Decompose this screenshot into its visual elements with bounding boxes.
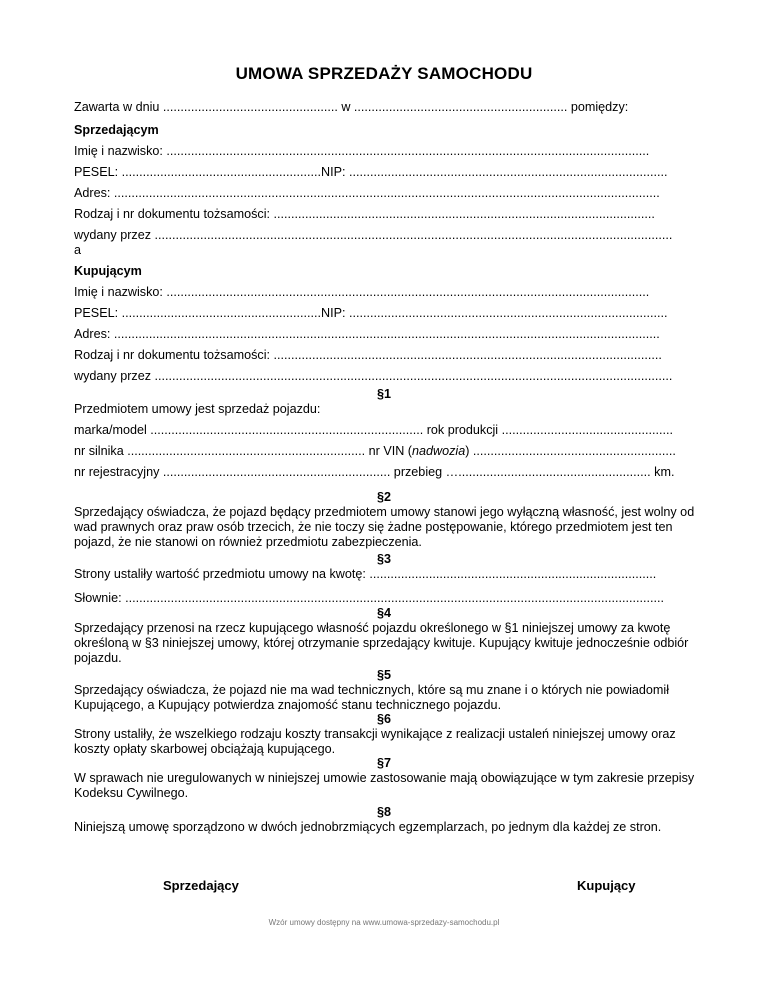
buyer-pesel-nip-field: PESEL: .........................................................NIP: ........................................................................................... <box>74 306 668 320</box>
intro-line: Zawarta w dniu .................................................. w ............................................................. pomiędzy: <box>74 100 629 114</box>
section-7-text: W sprawach nie uregulowanych w niniejszej umowie zastosowanie mają obowiązujące w tym zakresie przepisy Kodeksu Cywilnego. <box>74 771 695 800</box>
section-1-heading: §1 <box>376 387 391 401</box>
price-in-words-field: Słownie: .......................................................................................................................................................... <box>74 591 664 605</box>
seller-id-doc-field: Rodzaj i nr dokumentu tożsamości: ............................................................................................................. <box>74 207 655 221</box>
section-6-heading: §6 <box>376 712 391 726</box>
footer-note: Wzór umowy dostępny na www.umowa-sprzedazy-samochodu.pl <box>268 918 500 927</box>
section-2-heading: §2 <box>376 490 391 504</box>
section-2-text: Sprzedający oświadcza, że pojazd będący przedmiotem umowy stanowi jego wyłączną własność, jest wolny od wad prawnych oraz praw osób trzecich, że nie toczy się żadne postępowanie, którego przedmiotem jest ten pojazd, że nie stanowi on również przedmiotu zabezpieczenia. <box>74 505 695 549</box>
section-8-text: Niniejszą umowę sporządzono w dwóch jednobrzmiących egzemplarzach, po jednym dla każdej ze stron. <box>74 820 662 834</box>
section-6-text: Strony ustaliły, że wszelkiego rodzaju koszty transakcji wynikające z realizacji ustaleń niniejszej umowy oraz koszty opłaty skarbowej obciążają kupującego. <box>74 727 676 756</box>
section-1-subject: Przedmiotem umowy jest sprzedaż pojazdu: <box>74 402 321 416</box>
engine-label: nr silnika .................................................................... nr VIN ( <box>74 444 413 458</box>
make-model-field: marka/model .............................................................................. rok produkcji ................................................. <box>74 423 674 437</box>
seller-name-field: Imię i nazwisko: .......................................................................................................................................... <box>74 144 650 158</box>
buyer-name-field: Imię i nazwisko: .......................................................................................................................................... <box>74 285 650 299</box>
engine-vin-field <box>74 444 694 459</box>
seller-pesel-nip-field: PESEL: .........................................................NIP: ........................................................................................... <box>74 165 668 179</box>
vin-italic-note: nadwozia <box>412 444 466 458</box>
buyer-address-field: Adres: ............................................................................................................................................................ <box>74 327 660 341</box>
section-5-heading: §5 <box>376 668 391 682</box>
seller-issued-by-field: wydany przez .................................................................................................................................................... <box>74 228 673 242</box>
registration-mileage-field: nr rejestracyjny ................................................................. przebieg …....................................................... km. <box>74 465 675 479</box>
buyer-heading: Kupującym <box>74 264 142 278</box>
seller-address-field: Adres: ............................................................................................................................................................ <box>74 186 660 200</box>
vin-dots: ) .......................................................... <box>465 444 676 458</box>
section-3-heading: §3 <box>376 552 391 566</box>
seller-signature-label: Sprzedający <box>163 878 239 893</box>
section-4-heading: §4 <box>376 606 391 620</box>
conjunction-a: a <box>74 243 82 257</box>
section-7-heading: §7 <box>376 756 391 770</box>
price-field: Strony ustaliły wartość przedmiotu umowy na kwotę: .................................................................................. <box>74 567 657 581</box>
buyer-id-doc-field: Rodzaj i nr dokumentu tożsamości: ............................................................................................................... <box>74 348 662 362</box>
document-title: UMOWA SPRZEDAŻY SAMOCHODU <box>235 64 533 83</box>
seller-heading: Sprzedającym <box>74 123 159 137</box>
buyer-issued-by-field: wydany przez .................................................................................................................................................... <box>74 369 673 383</box>
section-5-text: Sprzedający oświadcza, że pojazd nie ma wad technicznych, które są mu znane i o których nie powiadomił Kupującego, a Kupujący potwierdza znajomość stanu technicznego pojazdu. <box>74 683 670 712</box>
section-8-heading: §8 <box>376 805 391 819</box>
section-4-text: Sprzedający przenosi na rzecz kupującego własność pojazdu określonego w §1 niniejszej umowy za kwotę określoną w §3 niniejszej umowy, której otrzymanie sprzedający kwituje. Kupujący kwituje jednocześnie odbiór pojazdu. <box>74 621 689 665</box>
buyer-signature-label: Kupujący <box>577 878 636 893</box>
